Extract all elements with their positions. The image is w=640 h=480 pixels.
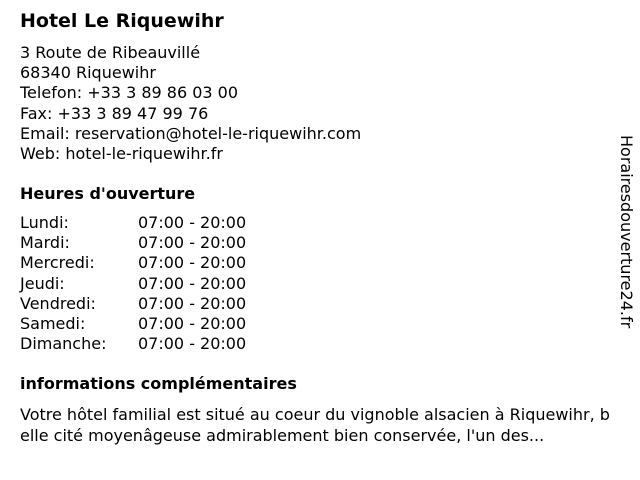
hotel-description: Votre hôtel familial est situé au coeur du vignoble alsacien à Riquewihr, belle cité moyenâgeuse admirablement bien conservée, l'un des... [20, 405, 610, 445]
hours-row-tuesday [20, 233, 320, 253]
hours-row-friday [20, 294, 320, 314]
hotel-name: Hotel Le Riquewihr [20, 10, 224, 32]
hours-row-saturday [20, 314, 320, 334]
city-address: 68340 Riquewihr [20, 63, 156, 83]
hours-day-label: Lundi: [20, 213, 69, 232]
hours-time-value: 07:00 - 20:00 [138, 273, 247, 293]
hours-time-value: 07:00 - 20:00 [138, 313, 247, 333]
hours-day-label: Vendredi: [20, 293, 96, 313]
hours-time-value: 07:00 - 20:00 [138, 293, 247, 313]
site-watermark: Horairesdouverture24.fr [617, 135, 636, 329]
website-address: Web: hotel-le-riquewihr.fr [20, 144, 223, 164]
hours-day-label: Mercredi: [20, 253, 95, 273]
phone-number: Telefon: +33 3 89 86 03 00 [20, 83, 239, 103]
additional-info-heading: informations complémentaires [20, 374, 297, 393]
hours-time-value: 07:00 - 20:00 [138, 253, 247, 273]
hours-row-monday [20, 213, 320, 233]
hours-row-thursday [20, 274, 320, 294]
hours-time-value: 07:00 - 20:00 [138, 233, 247, 253]
contact-block [20, 43, 361, 164]
hours-day-label: Mardi: [20, 233, 70, 253]
fax-number: Fax: +33 3 89 47 99 76 [20, 103, 209, 123]
opening-hours-heading: Heures d'ouverture [20, 184, 196, 203]
hours-time-value: 07:00 - 20:00 [138, 213, 247, 232]
hours-time-value: 07:00 - 20:00 [138, 334, 247, 354]
hours-day-label: Jeudi: [20, 273, 65, 293]
email-address: Email: reservation@hotel-le-riquewihr.com [20, 123, 362, 143]
street-address: 3 Route de Ribeauvillé [20, 43, 201, 62]
hours-day-label: Samedi: [20, 313, 86, 333]
hours-row-wednesday [20, 253, 320, 273]
hours-row-sunday [20, 334, 320, 354]
opening-hours-list [20, 213, 320, 354]
hours-day-label: Dimanche: [20, 334, 107, 354]
